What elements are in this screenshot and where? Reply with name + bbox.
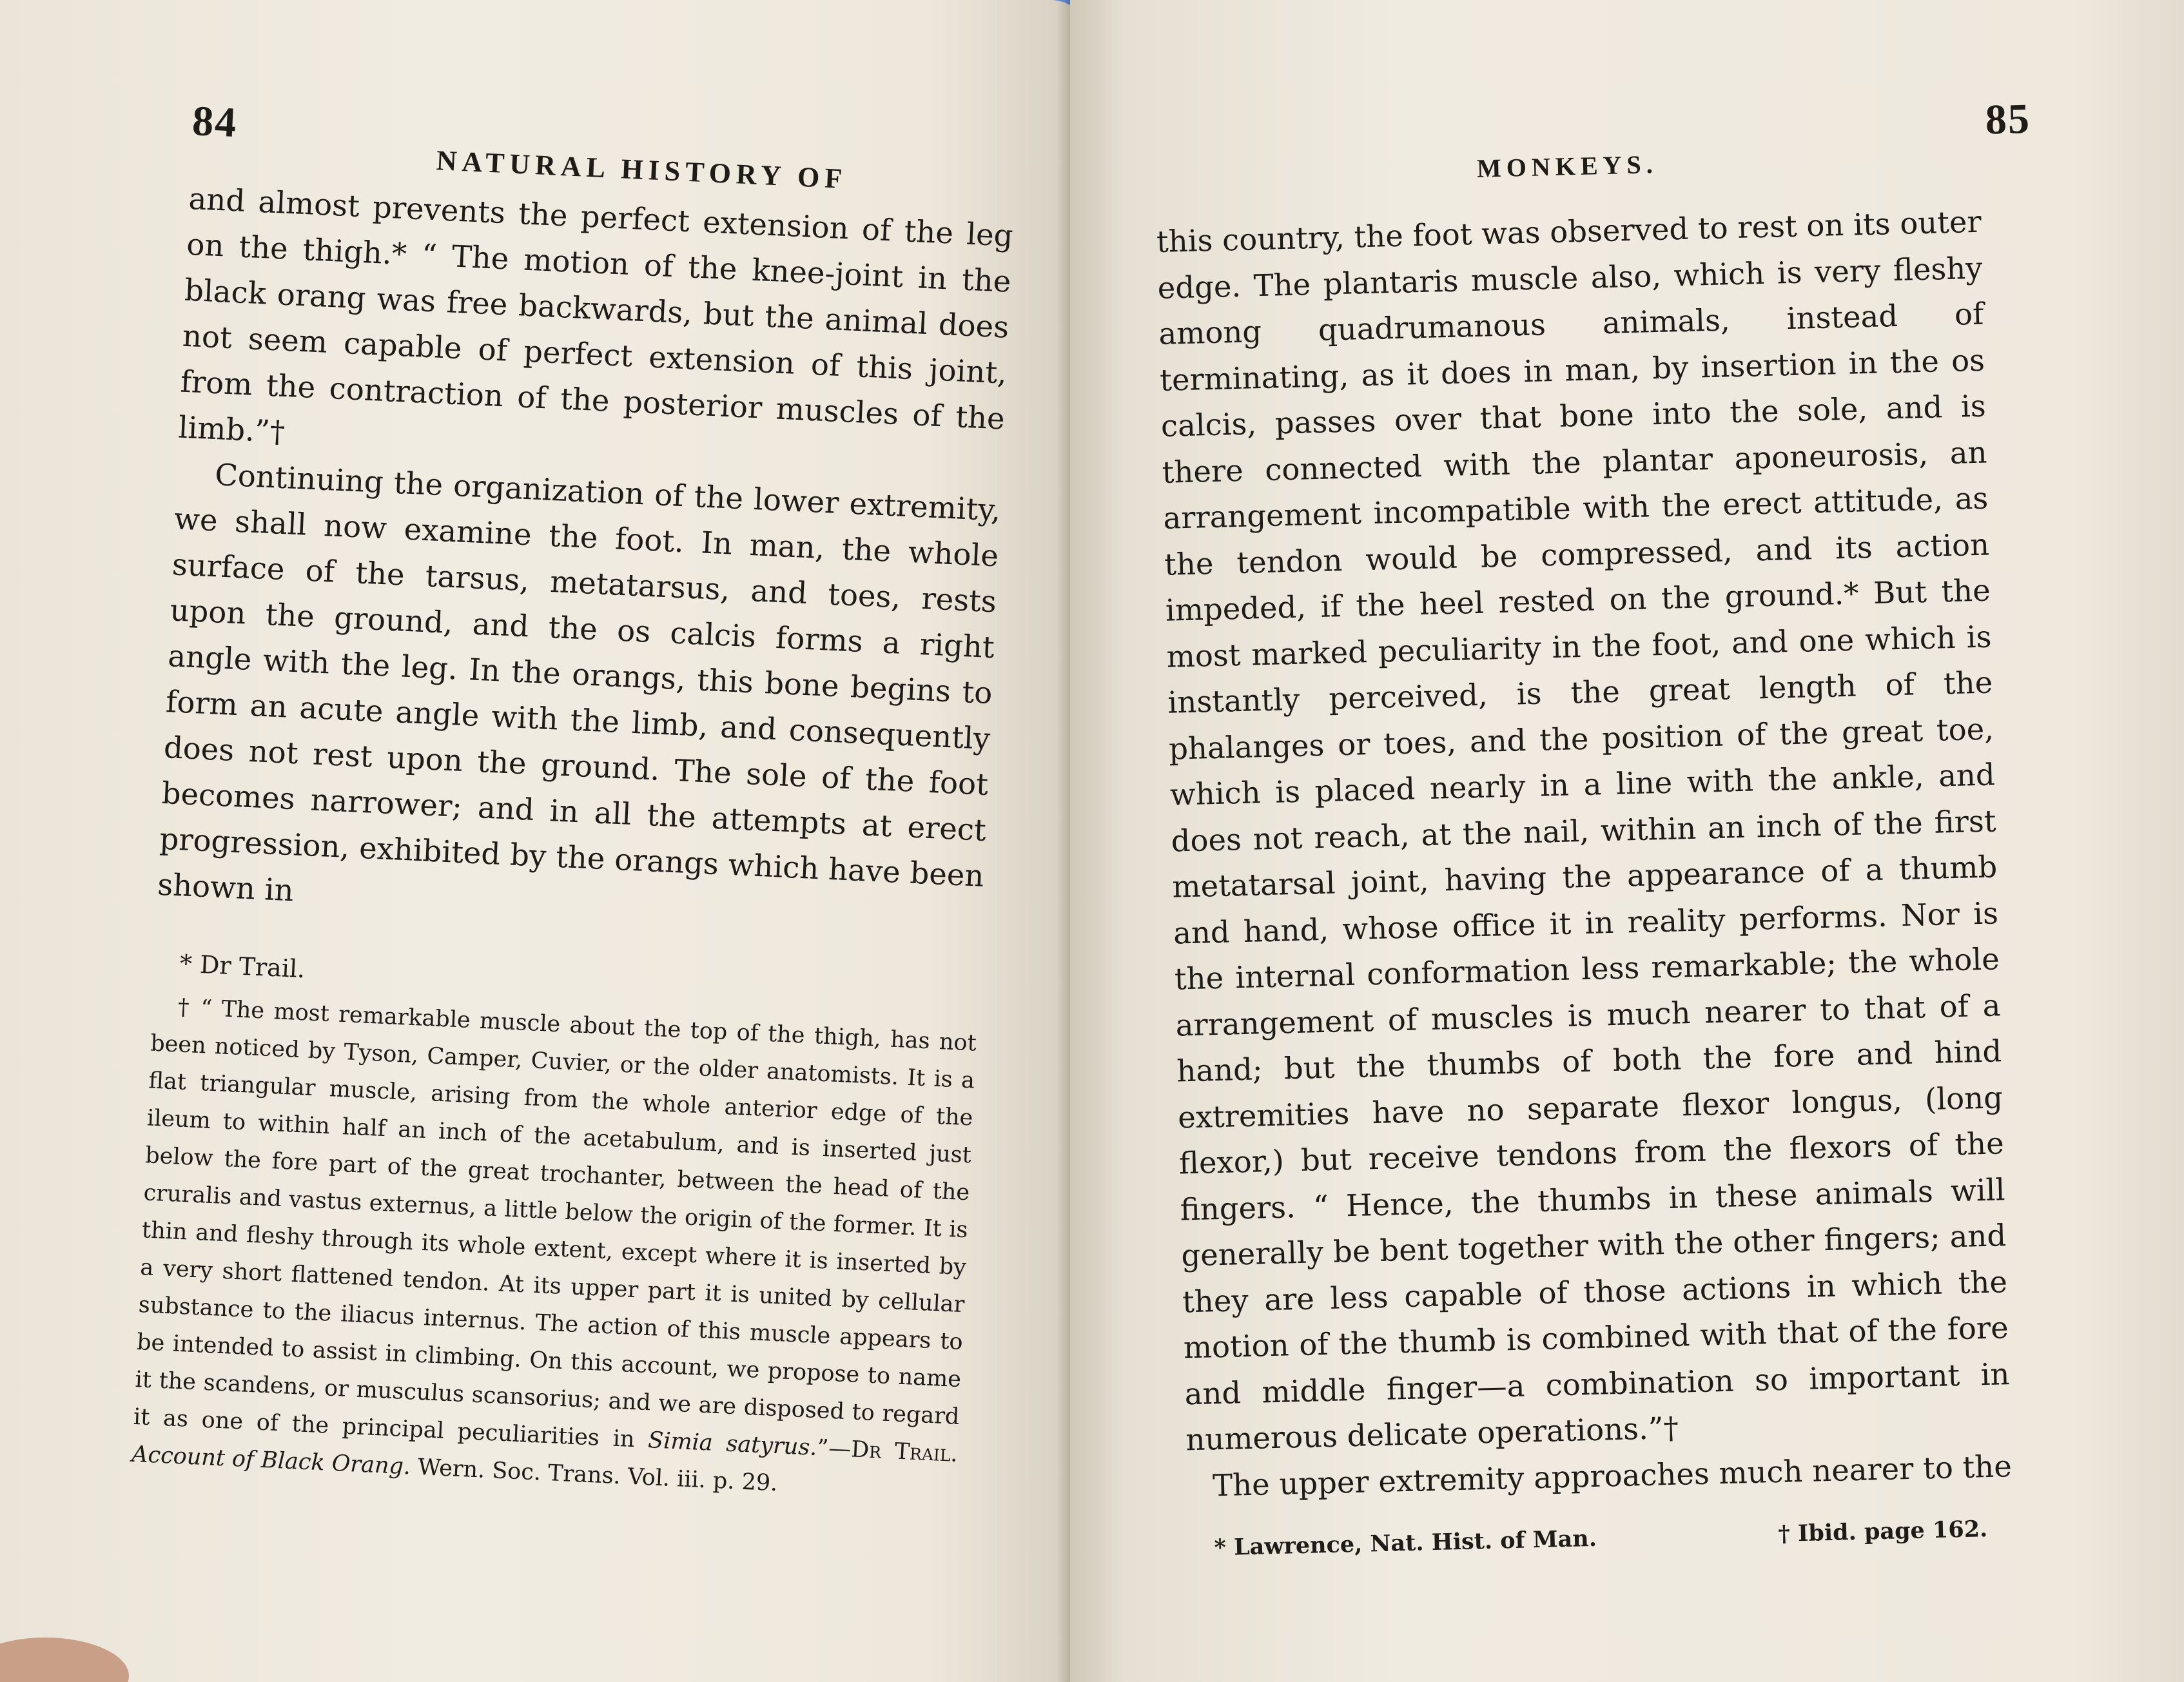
footnote-species: Simia satyrus. bbox=[647, 1427, 818, 1462]
footnote-reference: Wern. Soc. Trans. Vol. iii. p. 29. bbox=[417, 1454, 779, 1497]
left-running-head: NATURAL HISTORY OF bbox=[435, 144, 848, 195]
footnote-muscle-text: † “ The most remarkable muscle about the top of the thigh, has not been noticed by Tyson, Camper, Cuvier, or the older anatomists. It is a flat triangular muscle, arising from the whole anterior edge of the ileum to within half an inch of the acetabulum, and is inserted just below the fore part of the great trochanter, between the head of the cruralis and vastus externus, a little below the origin of the former. It is thin and fleshy through its whole extent, except where it is inserted by a very short flattened tendon. At its upper part it is united by cellular substance to the iliacus internus. The action of this muscle appears to be intended to assist in climbing. On this account, we propose to name it the scandens, or musculus scansorius; and we are disposed to regard it as one of the principal peculiarities in bbox=[133, 994, 977, 1453]
left-page-number: 84 bbox=[191, 97, 239, 147]
footnote-muscle bbox=[131, 988, 977, 1511]
left-page bbox=[0, 0, 1089, 1682]
right-body-paragraph-2: The upper extremity approaches much nearer to the bbox=[1212, 1448, 2013, 1503]
right-page-number: 85 bbox=[1984, 95, 2031, 144]
left-page-content bbox=[131, 97, 1018, 1511]
right-page-content bbox=[1154, 95, 2031, 1561]
right-body-paragraph-1: this country, the foot was observed to rest on its outer edge. The plantaris muscle also, which is very fleshy among quadrumanous animals, instead of terminating, as it does in man, by insertion in the os calcis, passes over that bone into the sole, and is there connected with the plantar aponeurosis, an arrangement incompatible with the erect attitude, as the tendon would be compressed, and its action impeded, if the heel rested on the ground.* But the most marked peculiarity in the foot, and one which is instantly perceived, is the great length of the phalanges or toes, and the position of the great toe, which is placed nearly in a line with the ankle, and does not reach, at the nail, within an inch of the first metatarsal joint, having the appearance of a thumb and hand, whose office it in reality performs. Nor is the internal conformation less remarkable; the whole arrangement of muscles is much nearer to that of a hand; but the thumbs of both the fore and hind extremities have no separate flexor longus, (long flexor,) but receive tendons from the flexors of the fingers. “ Hence, the thumbs in these animals will generally be bent together with the other fingers; and they are less capable of those actions in which the motion of the thumb is combined with that of the fore and middle finger—a combination so important in numerous delicate operations.”† bbox=[1156, 204, 2010, 1458]
left-body-paragraph-2: Continuing the organization of the lower extremity, we shall now examine the foot. In man, the whole surface of the tarsus, metatarsus, and toes, rests upon the ground, and the os calcis forms a right angle with the leg. In the orangs, this bone begins to form an acute angle with the limb, and consequently does not rest upon the ground. The sole of the foot becomes narrower; and in all the attempts at erect progression, exhibited by the orangs which have been shown in bbox=[157, 457, 1002, 908]
right-running-head: MONKEYS. bbox=[1476, 149, 1659, 183]
footnote-ibid: † Ibid. page 162. bbox=[1777, 1515, 1988, 1547]
left-body-paragraph-1: and almost prevents the perfect extension of the leg on the thigh.* “ The motion of the knee-joint in the black orang was free backwards, but the animal does not seem capable of perfect extension of this joint, from the contraction of the posterior muscles of the limb.”† bbox=[177, 181, 1014, 449]
footnote-lawrence: * Lawrence, Nat. Hist. of Man. bbox=[1214, 1525, 1597, 1561]
footnote-dr-trail: * Dr Trail. bbox=[179, 949, 306, 984]
footnote-author: Dr Trail. bbox=[850, 1436, 959, 1467]
left-footnotes bbox=[131, 944, 979, 1511]
footnote-work: Account of Black Orang. bbox=[131, 1441, 411, 1480]
footnote-dash: ”— bbox=[816, 1435, 852, 1463]
